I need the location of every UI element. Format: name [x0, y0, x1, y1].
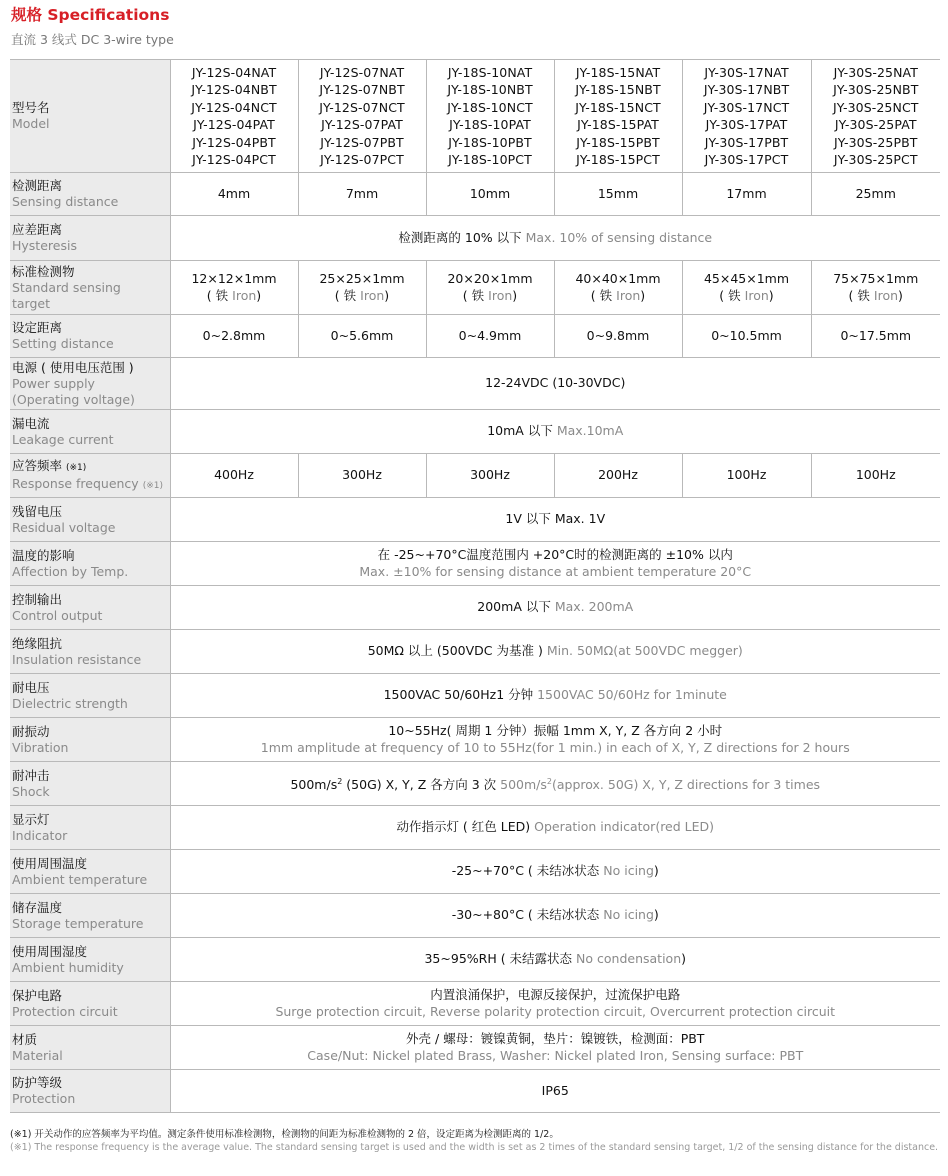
- value-cell: 100Hz: [811, 454, 940, 498]
- footnote-cn: (※1) 开关动作的应答频率为平均值。测定条件使用标准检测物，检测物的间距为标准检测物的 2 倍，设定距离为检测距离的 1/2。: [10, 1129, 559, 1140]
- value-cn: -30~+80°C ( 未结冰状态: [451, 907, 600, 923]
- value-cell: 1V 以下 Max. 1V: [170, 498, 940, 542]
- row-label: [10, 1070, 170, 1113]
- model-name: JY-30S-25NBT: [833, 82, 919, 97]
- row-label: [10, 762, 170, 806]
- target-material: ( 铁 Iron): [334, 287, 390, 303]
- value-en: No condensation: [576, 951, 682, 967]
- model-name: JY-12S-04NCT: [191, 99, 277, 115]
- value-cn: 内置浪涌保护，电源反接保护，过流保护电路: [430, 987, 681, 1002]
- row-label: [10, 894, 170, 938]
- row-label: [10, 315, 170, 358]
- label-en: Ambient humidity: [12, 959, 124, 975]
- model-cell: [170, 60, 298, 173]
- model-name: JY-12S-07NAT: [319, 64, 405, 80]
- label-en: Control output: [12, 607, 103, 623]
- value-cell: 0~5.6mm: [298, 315, 426, 358]
- value-cell: [170, 674, 940, 718]
- target-cell: [426, 261, 554, 315]
- model-name: JY-12S-07PCT: [320, 152, 404, 167]
- specifications-table: [10, 59, 940, 1113]
- page-title: 规格 Specifications: [11, 6, 170, 24]
- model-cell: [811, 60, 940, 173]
- row-label: [10, 454, 170, 498]
- label-cn: 温度的影响: [12, 547, 75, 563]
- value-cell: IP65: [170, 1070, 940, 1113]
- model-name: JY-30S-25PBT: [833, 134, 918, 150]
- label-cn: 绝缘阻抗: [12, 635, 63, 651]
- row-label: [10, 850, 170, 894]
- row-vibration: [10, 718, 940, 762]
- value-cn: 检测距离的 10% 以下: [398, 229, 522, 245]
- model-name: JY-18S-15PBT: [576, 134, 660, 150]
- label-cn: 耐冲击: [12, 767, 50, 783]
- row-ambient-humidity: [10, 938, 940, 982]
- footnote-en: (※1) The response frequency is the average value. The standard sensing target is used and the width is set as 2 times of the standard sensing target, 1/2 of the sensing distance for the distance.: [10, 1142, 939, 1153]
- label-en: Insulation resistance: [12, 651, 142, 667]
- model-name: JY-18S-10PCT: [448, 152, 532, 167]
- label-cn: 防护等级: [12, 1075, 63, 1090]
- value-cell: 300Hz: [298, 454, 426, 498]
- value-en: Case/Nut: Nickel plated Brass, Washer: Nickel plated Iron, Sensing surface: PBT: [307, 1047, 804, 1063]
- label-cn: 保护电路: [12, 987, 63, 1003]
- value-en: Min. 50MΩ(at 500VDC megger): [546, 643, 743, 659]
- value-en: Max. 200mA: [554, 599, 634, 615]
- model-name: JY-12S-04NBT: [191, 82, 277, 97]
- row-shock: [10, 762, 940, 806]
- label-en: Ambient temperature: [12, 871, 148, 887]
- value-cn: 外壳 / 螺母：镀镍黄铜，垫片：镍镀铁，检测面：PBT: [406, 1031, 705, 1046]
- row-protection: [10, 1070, 940, 1113]
- value-cell: -30~+80°C ( 未结冰状态 No icing): [170, 894, 940, 938]
- value-cell: 17mm: [682, 173, 811, 216]
- target-material: ( 铁 Iron): [719, 287, 774, 303]
- row-label: [10, 938, 170, 982]
- label-en: target: [12, 295, 51, 311]
- row-label: [10, 806, 170, 850]
- value-cell: [170, 762, 940, 806]
- target-size: 25×25×1mm: [319, 271, 405, 286]
- row-label: [10, 718, 170, 762]
- value-en: 1500VAC 50/60Hz for 1minute: [537, 687, 727, 703]
- label-en: Indicator: [12, 827, 68, 843]
- target-cell: [811, 261, 940, 315]
- label-en: Hysteresis: [12, 238, 77, 253]
- row-label: [10, 410, 170, 454]
- value-cell: 0~9.8mm: [554, 315, 682, 358]
- value-cell: 400Hz: [170, 454, 298, 498]
- model-name: JY-18S-10PBT: [448, 134, 532, 150]
- row-power-supply: [10, 358, 940, 410]
- model-name: JY-30S-17PAT: [705, 117, 788, 132]
- label-en: Protection: [12, 1091, 76, 1106]
- row-label: [10, 358, 170, 410]
- value-cell: 25mm: [811, 173, 940, 216]
- value-cell: 0~4.9mm: [426, 315, 554, 358]
- row-setting-distance: [10, 315, 940, 358]
- row-model: [10, 60, 940, 173]
- value-cell: [170, 410, 940, 454]
- row-ambient-temperature: [10, 850, 940, 894]
- value-en: Max. ±10% for sensing distance at ambient temperature 20°C: [359, 563, 752, 579]
- value-cell: -25~+70°C ( 未结冰状态 No icing): [170, 850, 940, 894]
- model-name: JY-12S-07PAT: [321, 117, 403, 132]
- value-cell: 10mm: [426, 173, 554, 216]
- value-cell: 12-24VDC (10-30VDC): [170, 358, 940, 410]
- model-name: JY-30S-17NCT: [703, 99, 790, 115]
- row-residual-voltage: [10, 498, 940, 542]
- value-cn: -25~+70°C ( 未结冰状态: [451, 863, 600, 879]
- label-en: Protection circuit: [12, 1003, 118, 1019]
- label-en: Response frequency (※1): [12, 475, 163, 491]
- row-label: [10, 60, 170, 173]
- target-cell: [170, 261, 298, 315]
- model-name: JY-12S-04PCT: [192, 152, 276, 167]
- model-name: JY-30S-17NAT: [704, 64, 789, 80]
- footnote-mark: (※1): [142, 480, 163, 491]
- label-cn: 控制输出: [12, 591, 63, 607]
- label-cn: 漏电流: [12, 415, 50, 431]
- value-cell: 4mm: [170, 173, 298, 216]
- label-en: Leakage current: [12, 431, 114, 447]
- row-protection-circuit: [10, 982, 940, 1026]
- model-name: JY-18S-10PAT: [449, 117, 531, 132]
- model-name: JY-18S-15NAT: [575, 64, 661, 80]
- row-insulation-resistance: [10, 630, 940, 674]
- value-cell: 0~2.8mm: [170, 315, 298, 358]
- value-cn: 在 -25~+70°C温度范围内 +20°C时的检测距离的 ±10% 以内: [377, 547, 733, 562]
- target-size: 45×45×1mm: [703, 271, 790, 286]
- value-cell: [170, 586, 940, 630]
- target-material: ( 铁 Iron): [848, 287, 903, 303]
- value-cn: 1500VAC 50/60Hz1 分钟: [383, 687, 534, 703]
- row-label: [10, 630, 170, 674]
- label-en: Storage temperature: [12, 915, 144, 931]
- row-label: [10, 173, 170, 216]
- value-cell: [170, 718, 940, 762]
- label-cn: 残留电压: [12, 503, 63, 519]
- value-cn: 35~95%RH ( 未结露状态: [424, 951, 573, 967]
- value-cell: 200Hz: [554, 454, 682, 498]
- target-size: 40×40×1mm: [575, 271, 661, 286]
- row-label: [10, 674, 170, 718]
- value-cell: 300Hz: [426, 454, 554, 498]
- target-cell: [554, 261, 682, 315]
- target-material: ( 铁 Iron): [462, 287, 518, 303]
- target-material: ( 铁 Iron): [206, 287, 262, 303]
- label-cn: 使用周围湿度: [12, 943, 88, 959]
- value-cn: 10mA 以下: [487, 423, 553, 439]
- label-cn: 显示灯: [12, 811, 50, 827]
- row-indicator: [10, 806, 940, 850]
- label-cn: 电源 ( 使用电压范围 ): [12, 359, 134, 375]
- model-name: JY-18S-10NBT: [447, 82, 533, 97]
- label-cn: 耐振动: [12, 723, 50, 739]
- label-cn: 材质: [12, 1031, 38, 1047]
- row-standard-target: [10, 261, 940, 315]
- label-en: Setting distance: [12, 336, 114, 351]
- value-en: Max. 10% of sensing distance: [525, 229, 713, 245]
- model-name: JY-12S-04NAT: [191, 64, 277, 80]
- label-cn: 耐电压: [12, 679, 50, 695]
- value-cn: 10~55Hz( 周期 1 分钟）振幅 1mm X, Y, Z 各方向 2 小时: [388, 723, 723, 738]
- footnotes: [10, 1128, 945, 1154]
- value-cell: 7mm: [298, 173, 426, 216]
- label-en: Vibration: [12, 739, 69, 755]
- row-control-output: [10, 586, 940, 630]
- label-en: Power supply: [12, 375, 95, 391]
- row-label: [10, 216, 170, 261]
- model-name: JY-18S-15NBT: [575, 82, 661, 97]
- label-en: Standard sensing: [12, 279, 121, 295]
- value-cell: 0~10.5mm: [682, 315, 811, 358]
- label-cn: 检测距离: [12, 178, 63, 193]
- model-name: JY-12S-04PAT: [193, 117, 275, 132]
- value-cell: [170, 216, 940, 261]
- row-label: [10, 982, 170, 1026]
- model-name: JY-30S-25PAT: [834, 117, 917, 132]
- value-cell: [170, 542, 940, 586]
- label-cn: 设定距离: [12, 320, 63, 335]
- model-name: JY-30S-25PCT: [833, 152, 918, 167]
- label-cn: 使用周围温度: [12, 855, 88, 871]
- label-en: Material: [12, 1047, 63, 1063]
- value-cn: $500m/s^2$ (50G) X, Y, Z 各方向 3 次: [290, 776, 497, 792]
- target-material: ( 铁 Iron): [590, 287, 646, 303]
- target-cell: [682, 261, 811, 315]
- value-cell: [170, 630, 940, 674]
- label-cn: 应差距离: [12, 222, 63, 237]
- value-cn: 动作指示灯 ( 红色 LED): [396, 819, 531, 835]
- label-en: Residual voltage: [12, 519, 116, 535]
- row-label: [10, 1026, 170, 1070]
- label-en: Dielectric strength: [12, 695, 128, 711]
- target-size: 75×75×1mm: [833, 271, 919, 286]
- value-cell: 35~95%RH ( 未结露状态 No condensation): [170, 938, 940, 982]
- value-cell: [170, 806, 940, 850]
- value-cell: 100Hz: [682, 454, 811, 498]
- value-en: No icing: [603, 863, 654, 879]
- label-en: Affection by Temp.: [12, 563, 129, 579]
- target-size: 20×20×1mm: [447, 271, 533, 286]
- model-cell: [298, 60, 426, 173]
- label-en: Shock: [12, 783, 50, 799]
- row-leakage-current: [10, 410, 940, 454]
- model-cell: [682, 60, 811, 173]
- model-name: JY-30S-17PCT: [704, 152, 789, 167]
- model-name: JY-18S-15PAT: [577, 117, 659, 132]
- model-name: JY-12S-07PBT: [320, 134, 404, 150]
- value-en: 1mm amplitude at frequency of 10 to 55Hz(for 1 min.) in each of X, Y, Z directions for 2 hours: [260, 739, 850, 755]
- model-name: JY-12S-07NBT: [319, 82, 405, 97]
- value-en: Max.10mA: [556, 423, 624, 439]
- value-cn: 200mA 以下: [477, 599, 551, 615]
- page-subtitle: 直流 3 线式 DC 3-wire type: [11, 32, 174, 47]
- label-en: Model: [12, 116, 50, 131]
- model-cell: [426, 60, 554, 173]
- value-cn: 50MΩ 以上 (500VDC 为基准 ): [367, 643, 543, 659]
- label-en: (Operating voltage): [12, 391, 135, 407]
- row-label: [10, 261, 170, 315]
- value-en: Surge protection circuit, Reverse polarity protection circuit, Overcurrent protection circuit: [275, 1003, 836, 1019]
- value-en: $500m/s^2(approx$. 50G) X, Y, Z directions for 3 times: [500, 776, 821, 792]
- model-name: JY-12S-07NCT: [319, 99, 405, 115]
- row-response-frequency: [10, 454, 940, 498]
- model-name: JY-18S-15NCT: [575, 99, 661, 115]
- footnote-mark: (※1): [66, 462, 87, 473]
- value-en: Operation indicator(red LED): [534, 819, 715, 835]
- label-en: Sensing distance: [12, 194, 119, 209]
- row-material: [10, 1026, 940, 1070]
- model-name: JY-18S-15PCT: [576, 152, 660, 167]
- model-name: JY-30S-25NCT: [832, 99, 919, 115]
- target-cell: [298, 261, 426, 315]
- model-name: JY-12S-04PBT: [192, 134, 276, 150]
- label-cn: 应答频率 (※1): [12, 457, 87, 473]
- model-cell: [554, 60, 682, 173]
- row-sensing-distance: [10, 173, 940, 216]
- value-cell: [170, 982, 940, 1026]
- row-temperature-effect: [10, 542, 940, 586]
- model-name: JY-30S-17NBT: [703, 82, 790, 97]
- value-en: No icing: [603, 907, 654, 923]
- row-label: [10, 542, 170, 586]
- label-cn: 储存温度: [12, 899, 63, 915]
- row-dielectric-strength: [10, 674, 940, 718]
- label-cn: 标准检测物: [12, 263, 75, 279]
- target-size: 12×12×1mm: [191, 271, 277, 286]
- value-cell: 15mm: [554, 173, 682, 216]
- value-cell: 0~17.5mm: [811, 315, 940, 358]
- model-name: JY-30S-25NAT: [833, 64, 918, 80]
- row-hysteresis: [10, 216, 940, 261]
- value-cell: [170, 1026, 940, 1070]
- row-storage-temperature: [10, 894, 940, 938]
- model-name: JY-30S-17PBT: [704, 134, 789, 150]
- row-label: [10, 586, 170, 630]
- row-label: [10, 498, 170, 542]
- model-name: JY-18S-10NCT: [447, 99, 533, 115]
- model-name: JY-18S-10NAT: [447, 64, 533, 80]
- label-cn: 型号名: [12, 100, 50, 115]
